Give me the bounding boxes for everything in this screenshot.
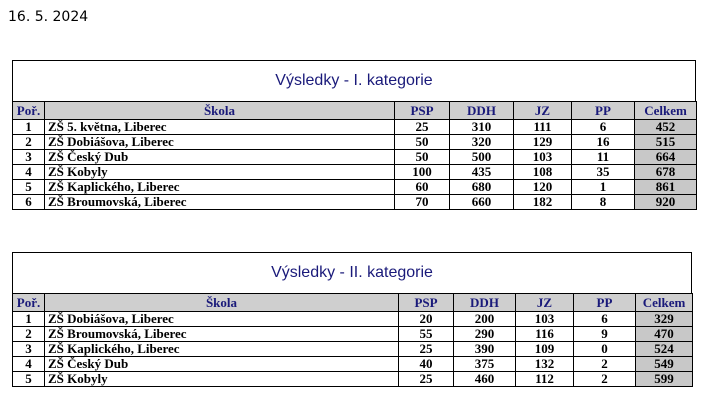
cell-total: 515 xyxy=(635,135,697,150)
cell-psp: 70 xyxy=(395,195,450,210)
cell-ddh: 680 xyxy=(450,180,514,195)
cell-rank: 4 xyxy=(13,357,45,372)
cell-school: ZŠ 5. května, Liberec xyxy=(45,120,395,135)
cell-ddh: 435 xyxy=(450,165,514,180)
cell-rank: 3 xyxy=(13,150,45,165)
cell-rank: 4 xyxy=(13,165,45,180)
cell-jz: 120 xyxy=(514,180,572,195)
cell-rank: 5 xyxy=(13,180,45,195)
cell-total: 329 xyxy=(636,312,693,327)
cell-total: 678 xyxy=(635,165,697,180)
cell-school: ZŠ Broumovská, Liberec xyxy=(45,195,395,210)
cell-psp: 60 xyxy=(395,180,450,195)
cell-psp: 40 xyxy=(399,357,454,372)
cell-ddh: 320 xyxy=(450,135,514,150)
table-row xyxy=(13,120,697,135)
cell-rank: 6 xyxy=(13,195,45,210)
cell-total: 452 xyxy=(635,120,697,135)
cell-school: ZŠ Dobiášova, Liberec xyxy=(45,312,399,327)
results-table xyxy=(12,101,697,210)
cell-jz: 103 xyxy=(516,312,574,327)
cell-school: ZŠ Český Dub xyxy=(45,357,399,372)
cell-school: ZŠ Kaplického, Liberec xyxy=(45,180,395,195)
cell-jz: 109 xyxy=(516,342,574,357)
header-psp: PSP xyxy=(399,294,454,312)
cell-ddh: 500 xyxy=(450,150,514,165)
cell-jz: 182 xyxy=(514,195,572,210)
header-jz: JZ xyxy=(514,102,572,120)
cell-total: 664 xyxy=(635,150,697,165)
header-school: Škola xyxy=(45,294,399,312)
table-title: Výsledky - I. kategorie xyxy=(12,60,696,102)
cell-pp: 8 xyxy=(572,195,635,210)
cell-rank: 1 xyxy=(13,120,45,135)
header-ddh: DDH xyxy=(450,102,514,120)
table-row xyxy=(13,342,693,357)
cell-jz: 111 xyxy=(514,120,572,135)
cell-jz: 129 xyxy=(514,135,572,150)
cell-rank: 5 xyxy=(13,372,45,387)
cell-psp: 100 xyxy=(395,165,450,180)
results-category-1 xyxy=(12,60,696,210)
cell-jz: 108 xyxy=(514,165,572,180)
cell-school: ZŠ Broumovská, Liberec xyxy=(45,327,399,342)
cell-school: ZŠ Kobyly xyxy=(45,372,399,387)
cell-school: ZŠ Kobyly xyxy=(45,165,395,180)
cell-ddh: 460 xyxy=(454,372,516,387)
header-psp: PSP xyxy=(395,102,450,120)
header-total: Celkem xyxy=(636,294,693,312)
cell-pp: 2 xyxy=(574,357,636,372)
date-label: 16. 5. 2024 xyxy=(8,9,89,25)
cell-total: 861 xyxy=(635,180,697,195)
cell-jz: 103 xyxy=(514,150,572,165)
results-table xyxy=(12,293,693,387)
cell-ddh: 310 xyxy=(450,120,514,135)
table-row xyxy=(13,165,697,180)
cell-total: 470 xyxy=(636,327,693,342)
cell-pp: 1 xyxy=(572,180,635,195)
cell-rank: 3 xyxy=(13,342,45,357)
cell-pp: 6 xyxy=(574,312,636,327)
cell-psp: 20 xyxy=(399,312,454,327)
table-row xyxy=(13,135,697,150)
cell-rank: 2 xyxy=(13,135,45,150)
cell-school: ZŠ Dobiášova, Liberec xyxy=(45,135,395,150)
cell-ddh: 660 xyxy=(450,195,514,210)
cell-total: 599 xyxy=(636,372,693,387)
header-pp: PP xyxy=(574,294,636,312)
cell-school: ZŠ Český Dub xyxy=(45,150,395,165)
cell-pp: 11 xyxy=(572,150,635,165)
cell-pp: 35 xyxy=(572,165,635,180)
cell-jz: 132 xyxy=(516,357,574,372)
cell-ddh: 290 xyxy=(454,327,516,342)
table-row xyxy=(13,327,693,342)
cell-rank: 2 xyxy=(13,327,45,342)
cell-total: 549 xyxy=(636,357,693,372)
cell-jz: 116 xyxy=(516,327,574,342)
table-row xyxy=(13,357,693,372)
header-school: Škola xyxy=(45,102,395,120)
cell-pp: 9 xyxy=(574,327,636,342)
cell-pp: 16 xyxy=(572,135,635,150)
cell-ddh: 200 xyxy=(454,312,516,327)
cell-rank: 1 xyxy=(13,312,45,327)
cell-jz: 112 xyxy=(516,372,574,387)
header-pp: PP xyxy=(572,102,635,120)
cell-psp: 50 xyxy=(395,150,450,165)
table-row xyxy=(13,150,697,165)
cell-psp: 50 xyxy=(395,135,450,150)
cell-total: 524 xyxy=(636,342,693,357)
cell-ddh: 390 xyxy=(454,342,516,357)
cell-school: ZŠ Kaplického, Liberec xyxy=(45,342,399,357)
cell-psp: 25 xyxy=(399,342,454,357)
cell-total: 920 xyxy=(635,195,697,210)
table-header-row xyxy=(13,102,697,120)
cell-pp: 2 xyxy=(574,372,636,387)
cell-psp: 55 xyxy=(399,327,454,342)
header-rank: Poř. xyxy=(13,294,45,312)
table-row xyxy=(13,180,697,195)
header-jz: JZ xyxy=(516,294,574,312)
cell-ddh: 375 xyxy=(454,357,516,372)
header-total: Celkem xyxy=(635,102,697,120)
results-category-2 xyxy=(12,252,692,387)
cell-psp: 25 xyxy=(399,372,454,387)
table-row xyxy=(13,372,693,387)
cell-pp: 6 xyxy=(572,120,635,135)
cell-psp: 25 xyxy=(395,120,450,135)
table-row xyxy=(13,195,697,210)
table-title: Výsledky - II. kategorie xyxy=(12,252,692,294)
cell-pp: 0 xyxy=(574,342,636,357)
table-row xyxy=(13,312,693,327)
header-rank: Poř. xyxy=(13,102,45,120)
table-header-row xyxy=(13,294,693,312)
header-ddh: DDH xyxy=(454,294,516,312)
